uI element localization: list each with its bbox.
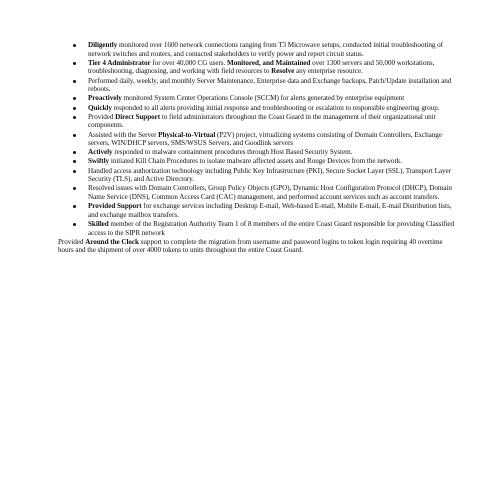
duty-bullet-item <box>58 94 460 103</box>
duty-bullet-item <box>58 77 460 94</box>
bullet-point-icon <box>73 134 76 137</box>
text-run: Handled access authorization technology including Public Key Infrastructure (PKI), Secure Socket Layer (SSL), Transport Layer Security (TLS), and Active Directory. <box>88 166 451 184</box>
bullet-point-icon <box>73 107 76 110</box>
bullet-point-icon <box>73 62 76 65</box>
bullet-point-icon <box>73 223 76 226</box>
text-run: (P2V) project, virtualizing systems consisting of Domain Controllers, Exchange servers, WIN/DHCP servers, SMS/WSUS Servers, and Goodlink servers <box>88 130 442 148</box>
text-run: Provided <box>88 112 116 121</box>
bold-text-run: Around the Clock <box>85 237 139 246</box>
bullet-point-icon <box>73 44 76 47</box>
bold-text-run: Monitored, and Maintained <box>227 58 311 67</box>
text-run: Resolved issues with Domain Controllers, Group Policy Objects (GPO), Dynamic Host Configuration Protocol (DHCP), Domain Name Service (DNS), Common Access Card (CAC) management, and performed account services such as account transfers. <box>88 184 452 202</box>
duty-bullet-item <box>58 202 460 219</box>
duty-bullet-item <box>58 59 460 76</box>
duty-bullet-item <box>58 167 460 184</box>
duty-bullet-item <box>58 41 460 58</box>
text-run: Performed daily, weekly, and monthly Server Maintenance, Enterprise data and Exchange backups, Patch/Update installation and reboots. <box>88 76 452 94</box>
duty-bullet-item <box>58 157 460 166</box>
bullet-point-icon <box>73 151 76 154</box>
duty-bullet-item <box>58 113 460 130</box>
bold-text-run: Provided Support <box>88 202 142 211</box>
text-run: to field administrators throughout the Coast Guard in the management of their organizational unit components. <box>88 112 436 130</box>
bullet-point-icon <box>73 116 76 119</box>
duty-bullet-item <box>58 104 460 113</box>
text-run: responded to malware containment procedures through Host Based Security System. <box>112 148 353 157</box>
text-run: support to complete the migration from username and password logins to token login requiring 40 overtime hours and the shipment of over 4000 tokens to units throughout the entire Coast Guard. <box>58 237 443 255</box>
bold-text-run: Skilled <box>88 220 109 228</box>
duty-bullet-item <box>58 220 460 237</box>
text-run: for over 40,000 CG users. <box>150 58 228 67</box>
bold-text-run: Quickly <box>88 103 112 112</box>
bullet-point-icon <box>73 80 76 83</box>
text-run: initiated Kill Chain Procedures to isolate malware affected assets and Rouge Devices from the network. <box>109 157 403 166</box>
bullet-point-icon <box>73 187 76 190</box>
bold-text-run: Physical-to-Virtual <box>158 130 216 139</box>
duty-bullet-list <box>58 41 460 237</box>
duty-bullet-item <box>58 184 460 201</box>
text-run: any enterprise resource. <box>294 67 363 76</box>
bold-text-run: Direct Support <box>115 112 161 121</box>
text-run: Assisted with the Server <box>88 130 159 139</box>
text-run: member of the Registration Authority Team 1 of 8 members of the entire Coast Guard responsible for providing Classified access to the SIPR network <box>88 220 455 237</box>
bold-text-run: Actively <box>88 148 113 157</box>
bullet-point-icon <box>73 170 76 173</box>
bold-text-run: Diligently <box>88 41 118 49</box>
text-run: monitored over 1600 network connections ranging from T3 Microwave setups, conducted initial troubleshooting of network switches and routers, and contacted stakeholders to verify power and report circuit status. <box>88 41 443 58</box>
duty-bullet-item <box>58 148 460 157</box>
bullet-point-icon <box>73 160 76 163</box>
duty-bullet-item <box>58 131 460 148</box>
bold-text-run: Tier 4 Administrator <box>88 58 151 67</box>
bullet-point-icon <box>73 205 76 208</box>
text-run: monitored System Center Operations Console (SCCM) for alerts generated by enterprise equipment <box>121 94 405 103</box>
bold-text-run: Resolve <box>271 67 295 76</box>
bullet-point-icon <box>73 97 76 100</box>
text-run: for exchange services including Desktop E-mail, Web-based E-mail, Mobile E-mail, E-mail Distribution lists, and exchange mailbox transfers. <box>88 202 452 219</box>
closing-paragraph <box>58 238 460 255</box>
text-run: over 1300 servers and 50,000 workstations, troubleshooting, diagnosing, and working with field resources to <box>88 58 435 76</box>
bold-text-run: Swiftly <box>88 157 110 166</box>
resume-experience-section <box>58 41 460 255</box>
text-run: responded to all alerts providing initial response and troubleshooting or escalation to responsible engineering group. <box>111 103 440 112</box>
bold-text-run: Proactively <box>88 94 122 103</box>
text-run: Provided <box>58 237 86 246</box>
